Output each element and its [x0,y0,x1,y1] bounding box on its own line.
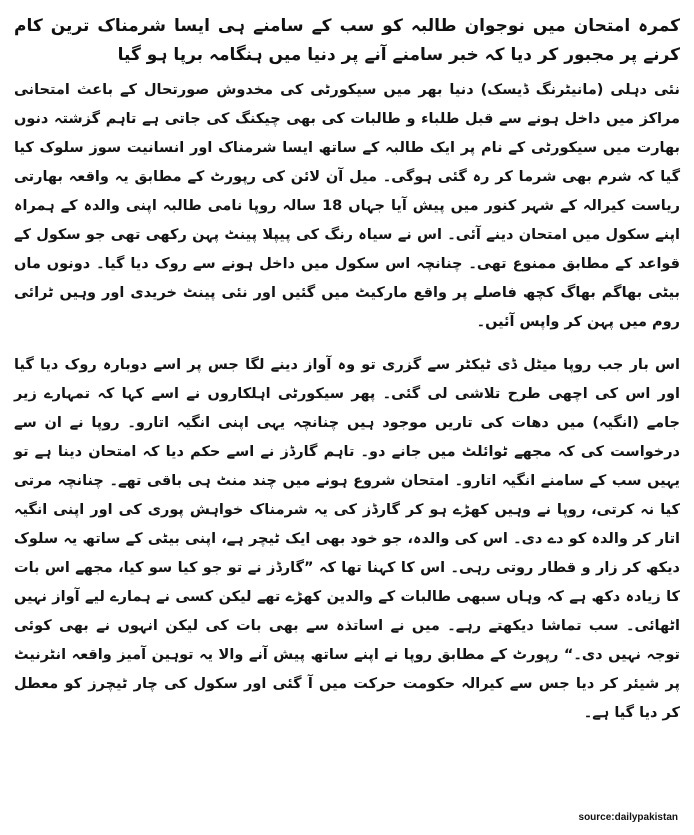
article-paragraph: اس بار جب روپا میٹل ڈی ٹیکٹر سے گزری تو وہ آواز دینے لگا جس پر اسے دوبارہ روک دیا گیا اور اس کی اچھی طرح تلاشی لی گئی۔ پھر سیکورٹی اہلکاروں نے اسے کہا کہ تمہارے زیر جامے (انگیہ) میں دھات کی تاریں موجود ہیں چنانچہ یہی اپنی انگیہ اتارو۔ روپا نے ان سے درخواست کی کہ مجھے ٹوائلٹ میں جانے دو۔ تاہم گارڈز نے اسے حکم دیا کہ امتحان دینا ہے تو یہیں سب کے سامنے انگیہ اتارو۔ امتحان شروع ہونے میں چند منٹ ہی باقی تھے۔ چنانچہ مرتی کیا نہ کرتی، روپا نے وہیں کھڑے ہو کر گارڈز کی یہ شرمناک خواہش پوری کی اور اپنی انگیہ اتار کر والدہ کو دے دی۔ اس کی والدہ، جو خود بھی ایک ٹیچر ہے، اپنی بیٹی کے ساتھ یہ سلوک دیکھ کر زار و قطار روتی رہی۔ اس کا کہنا تھا کہ ”گارڈز نے تو جو کیا سو کیا، مجھے اس بات کا زیادہ دکھ ہے کہ وہاں سبھی طالبات کے والدین کھڑے تھے لیکن کسی نے ہمارے لیے آواز نہیں اٹھائی۔ سب تماشا دیکھتے رہے۔ میں نے اساتذہ سے بھی بات کی لیکن انہوں نے بھی کوئی توجہ نہیں دی۔“ رپورٹ کے مطابق روپا نے اپنے ساتھ پیش آنے والا یہ توہین آمیز واقعہ انٹرنیٹ پر شیئر کر دیا جس سے کیرالہ حکومت حرکت میں آ گئی اور سکول کی چار ٹیچرز کو معطل کر دیا گیا ہے۔ [14,357,680,721]
source-credit: source:dailypakistan [578,812,678,823]
article-paragraph: نئی دہلی (مانیٹرنگ ڈیسک) دنیا بھر میں سیکورٹی کی مخدوش صورتحال کے باعث امتحانی مراکز میں داخل ہونے سے قبل طلباء و طالبات کی بھی چیکنگ کی جاتی ہے تاہم گزشتہ دنوں بھارت میں سیکورٹی کے نام پر ایک طالبہ کے ساتھ ایسا شرمناک اور انسانیت سوز سلوک کیا گیا کہ شرم بھی شرما کر رہ گئی ہوگی۔ میل آن لائن کی رپورٹ کے مطابق یہ واقعہ بھارتی ریاست کیرالہ کے شہر کنور میں پیش آیا جہاں 18 سالہ روپا نامی طالبہ اپنی والدہ کے ہمراہ اپنے سکول میں امتحان دینے آئی۔ اس نے سیاہ رنگ کی پیپلا پینٹ پہن رکھی تھی جو سکول کے قواعد کے مطابق ممنوع تھی۔ چنانچہ اس سکول میں داخل ہونے سے روک دیا گیا۔ دونوں ماں بیٹی بھاگم بھاگ کچھ فاصلے پر واقع مارکیٹ میں گئیں اور نئی پینٹ خریدی اور وہیں ٹرائی روم میں پہن کر واپس آئیں۔ [14,82,680,330]
article-headline: کمرہ امتحان میں نوجوان طالبہ کو سب کے سامنے ہی ایسا شرمناک ترین کام کرنے پر مجبور کر دیا کہ خبر سامنے آنے پر دنیا میں ہنگامہ برپا ہو گیا [14,16,680,65]
article-body [14,12,680,742]
